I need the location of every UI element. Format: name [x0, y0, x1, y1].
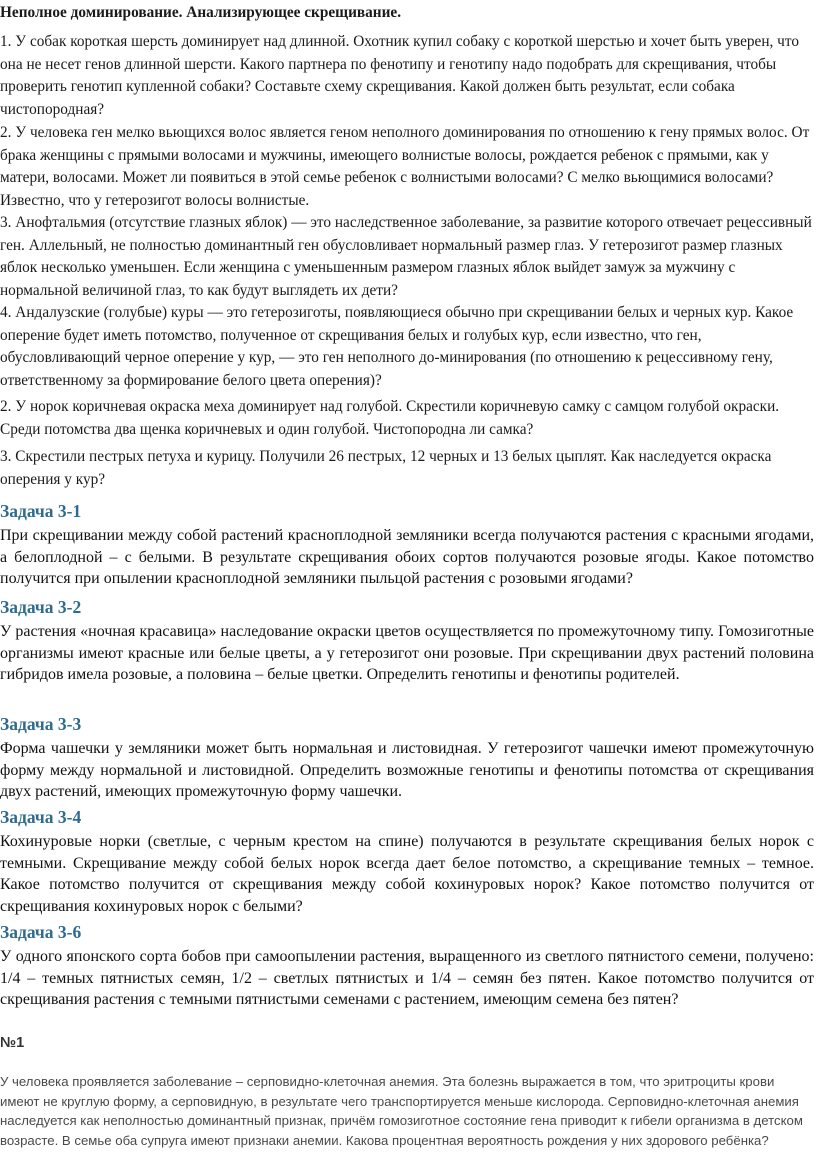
- task-text-3-4: Кохинуровые норки (светлые, с черным крестом на спине) получаются в результате скрещивания белых норок с темными. Скрещивание между собой белых норок всегда дает белое потомство, а скрещивание темных – темное. Какое потомство получится от скрещивания между собой кохинуровых норок? Какое потомство получится от скрещивания кохинуровых норок с белыми?: [0, 833, 814, 915]
- task-heading-3-4: Задача 3-4: [0, 807, 82, 827]
- task-heading-3-3: Задача 3-3: [0, 714, 82, 734]
- task-heading-3-6: Задача 3-6: [0, 922, 82, 942]
- task-text-3-6: У одного японского сорта бобов при самоопылении растения, выращенного из светлого пятнистого семени, получено: 1/4 – темных пятнистых семян, 1/2 – светлых пятнистых и 1/4 – семян без пятен. Какое потомство получится от скрещивания растения с темными пятнистыми семенами с растением, имеющим семена без пятен?: [0, 948, 814, 1009]
- section-number: №1: [0, 1035, 25, 1051]
- task-text-3-1: При скрещивании между собой растений красноплодной земляники всегда получаются растения с красными ягодами, а белоплодной – с белыми. В результате скрещивания обоих сортов получаются розовые ягоды. Какое потомство получится при опылении красноплодной земляники пыльцой растения с розовыми ягодами?: [0, 527, 814, 588]
- problem-1: 1. У собак короткая шерсть доминирует над длинной. Охотник купил собаку с короткой шерстью и хочет быть уверен, что она не несет генов длинной шерсти. Какого партнера по фенотипу и генотипу надо подобрать для скрещивания, чтобы проверить генотип купленной собаки? Составьте схему скрещивания. Какой должен быть результат, если собака чистопородная?: [0, 33, 799, 118]
- page-title: Неполное доминирование. Анализирующее скрещивание.: [0, 4, 402, 21]
- task-text-3-3: Форма чашечки у земляники может быть нормальная и листовидная. У гетерозигот чашечки имеют промежуточную форму между нормальной и листовидной. Определить возможные генотипы и фенотипы потомства от скрещивания двух растений, имеющих промежуточную форму чашечки.: [0, 740, 814, 801]
- problem-4: 4. Андалузские (голубые) куры — это гетерозиготы, появляющиеся обычно при скрещивании белых и черных кур. Какое оперение будет иметь потомство, полученное от скрещивания белых и голубых кур, если известно, что ген, обусловливающий черное оперение у кур, — это ген неполного до-минирования (по отношению к рецессивному гену, ответственному за формирование белого цвета оперения)?: [0, 304, 794, 389]
- problem-3: 3. Анофтальмия (отсутствие глазных яблок) — это наследственное заболевание, за развитие которого отвечает рецессивный ген. Аллельный, не полностью доминантный ген обусловливает нормальный размер глаз. У гетерозигот размер глазных яблок несколько уменьшен. Если женщина с уменьшенным размером глазных яблок выйдет замуж за мужчину с нормальной величиной глаз, то как будут выглядеть их дети?: [0, 214, 812, 299]
- task-text-3-2: У растения «ночная красавица» наследование окраски цветов осуществляется по промежуточному типу. Гомозиготные организмы имеют красные или белые цветы, а у гетерозигот они розовые. При скрещивании двух растений половина гибридов имела розовые, а половина – белые цветки. Определить генотипы и фенотипы родителей.: [0, 623, 814, 684]
- task-heading-3-1: Задача 3-1: [0, 501, 82, 521]
- task-heading-3-2: Задача 3-2: [0, 597, 82, 617]
- footer-problem-text: У человека проявляется заболевание – серповидно-клеточная анемия. Эта болезнь выражается в том, что эритроциты крови имеют не круглую форму, а серповидную, в результате чего транспортируется меньше кислорода. Серповидно-клеточная анемия наследуется как неполностью доминантный признак, причём гомозиготное состояние гена приводит к гибели организма в детском возрасте. В семье оба супруга имеют признаки анемии. Какова процентная вероятность рождения у них здорового ребёнка?: [0, 1074, 803, 1148]
- problem-6: 3. Скрестили пестрых петуха и курицу. Получили 26 пестрых, 12 черных и 13 белых цыплят. Как наследуется окраска оперения у кур?: [0, 448, 772, 488]
- problem-2: 2. У человека ген мелко вьющихся волос является геном неполного доминирования по отношению к гену прямых волос. От брака женщины с прямыми волосами и мужчины, имеющего волнистые волосы, рождается ребенок с прямыми, как у матери, волосами. Может ли появиться в этой семье ребенок с волнистыми волосами? С мелко вьющимися волосами? Известно, что у гетерозигот волосы волнистые.: [0, 124, 810, 209]
- problem-5: 2. У норок коричневая окраска меха доминирует над голубой. Скрестили коричневую самку с самцом голубой окраски. Среди потомства два щенка коричневых и один голубой. Чистопородна ли самка?: [0, 398, 780, 438]
